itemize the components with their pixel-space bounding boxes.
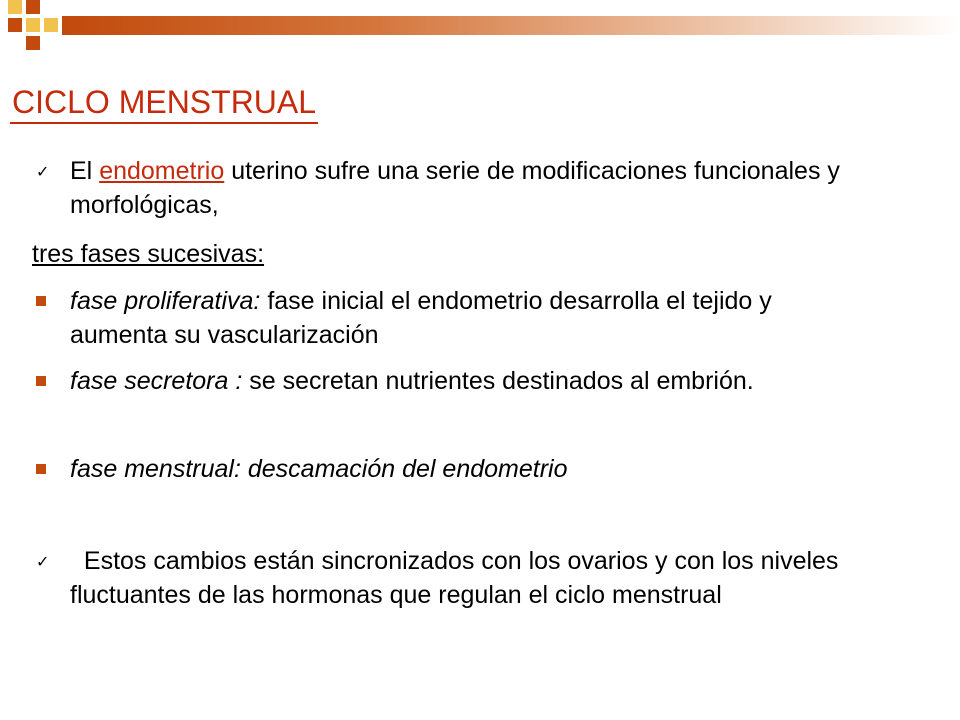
subheading: tres fases sucesivas: (32, 240, 265, 268)
square-bullet-icon (36, 296, 46, 306)
decor-square (8, 18, 22, 32)
phase-name: fase secretora : (70, 367, 243, 395)
phase-description: se secretan nutrientes destinados al embrión. (242, 367, 754, 395)
phase-item (70, 364, 870, 398)
decor-square (26, 18, 40, 32)
phase-item (70, 284, 870, 352)
endometrio-link[interactable]: endometrio (99, 157, 225, 185)
header-decoration (0, 0, 960, 60)
checkmark-icon: ✓ (36, 164, 50, 181)
decor-square (26, 36, 40, 50)
phase-name: fase menstrual: descamación del endometrio (70, 455, 568, 483)
intro-text-start: El (70, 157, 100, 185)
decor-square (8, 0, 22, 14)
square-bullet-icon (36, 376, 46, 386)
intro-text-end: uterino sufre una serie de modificaciones funcionales y morfológicas, (70, 157, 840, 219)
phase-name: fase proliferativa: (70, 287, 261, 315)
checkmark-icon: ✓ (36, 554, 50, 571)
square-bullet-icon (36, 464, 46, 474)
slide-title: CICLO MENSTRUAL (10, 82, 318, 124)
closing-paragraph: Estos cambios están sincronizados con los ovarios y con los niveles fluctuantes de las hormonas que regulan el ciclo menstrual (70, 547, 846, 609)
decor-square (26, 0, 40, 14)
phase-item (70, 452, 870, 486)
gradient-bar (62, 16, 960, 35)
intro-paragraph (70, 154, 870, 222)
decor-square (44, 18, 58, 32)
phase-description: fase inicial el endometrio desarrolla el tejido y aumenta su vascularización (70, 287, 772, 349)
